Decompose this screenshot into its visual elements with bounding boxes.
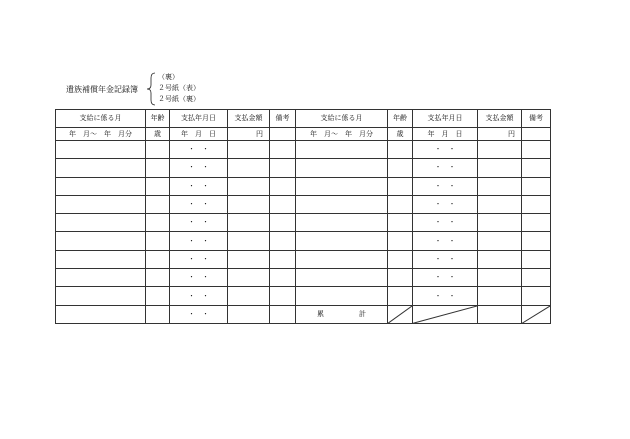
table-row <box>56 195 551 213</box>
amount-cell[interactable] <box>478 195 522 213</box>
amount-cell[interactable] <box>478 214 522 232</box>
table-row <box>56 128 551 141</box>
remarks-cell[interactable] <box>270 195 296 213</box>
age-cell[interactable] <box>388 214 413 232</box>
amount-cell[interactable] <box>228 287 270 305</box>
paydate-cell[interactable]: ・ ・ <box>170 214 228 232</box>
header-paydate-left: 支払年月日 <box>170 110 228 128</box>
age-cell[interactable] <box>146 250 170 268</box>
paydate-cell[interactable] <box>413 305 478 323</box>
header-remarks-left: 備考 <box>270 110 296 128</box>
period-cell[interactable] <box>56 214 146 232</box>
subtitle-list <box>158 72 200 105</box>
paydate-cell[interactable]: ・ ・ <box>170 232 228 250</box>
remarks-cell[interactable] <box>522 269 551 287</box>
header-paydate-right: 支払年月日 <box>413 110 478 128</box>
paydate-cell[interactable]: ・ ・ <box>413 159 478 177</box>
table-row <box>56 177 551 195</box>
amount-cell[interactable] <box>228 141 270 159</box>
period-cell[interactable] <box>296 287 388 305</box>
amount-cell[interactable]: 円 <box>478 128 522 141</box>
period-cell[interactable] <box>296 159 388 177</box>
age-cell[interactable] <box>146 195 170 213</box>
remarks-cell[interactable] <box>522 177 551 195</box>
period-cell[interactable] <box>296 195 388 213</box>
remarks-cell[interactable] <box>270 232 296 250</box>
age-cell[interactable] <box>388 177 413 195</box>
remarks-cell[interactable] <box>270 269 296 287</box>
table-row <box>56 232 551 250</box>
amount-cell[interactable] <box>478 250 522 268</box>
paydate-cell[interactable]: 年 月 日 <box>170 128 228 141</box>
header-amount-right: 支払金額 <box>478 110 522 128</box>
period-cell[interactable] <box>56 287 146 305</box>
paydate-cell[interactable]: ・ ・ <box>413 195 478 213</box>
table-row <box>56 305 551 323</box>
age-cell[interactable]: 歳 <box>388 128 413 141</box>
age-cell[interactable] <box>388 141 413 159</box>
paydate-cell[interactable]: ・ ・ <box>413 287 478 305</box>
amount-cell[interactable] <box>478 287 522 305</box>
paydate-cell[interactable]: ・ ・ <box>170 177 228 195</box>
diagonal-strike <box>413 306 477 323</box>
remarks-cell[interactable] <box>522 159 551 177</box>
table-row <box>56 141 551 159</box>
table-row <box>56 269 551 287</box>
remarks-cell[interactable] <box>270 177 296 195</box>
subtitle-sheet2-back: ２号紙（裏） <box>158 95 200 103</box>
age-cell[interactable] <box>388 250 413 268</box>
paydate-cell[interactable]: ・ ・ <box>170 287 228 305</box>
age-cell[interactable] <box>146 177 170 195</box>
period-cell[interactable] <box>56 177 146 195</box>
header-age-right: 年齢 <box>388 110 413 128</box>
subtitle-sheet2-front: ２号紙（表） <box>158 84 200 92</box>
remarks-cell[interactable] <box>522 232 551 250</box>
diagonal-strike <box>388 306 412 323</box>
age-cell[interactable] <box>146 269 170 287</box>
amount-cell[interactable] <box>478 269 522 287</box>
paydate-cell[interactable]: ・ ・ <box>413 269 478 287</box>
paydate-cell[interactable]: ・ ・ <box>413 177 478 195</box>
amount-cell[interactable] <box>478 159 522 177</box>
remarks-cell[interactable] <box>270 214 296 232</box>
table-row <box>56 159 551 177</box>
period-cell[interactable] <box>56 195 146 213</box>
age-cell[interactable] <box>388 287 413 305</box>
amount-cell[interactable] <box>228 232 270 250</box>
period-cell[interactable] <box>296 232 388 250</box>
age-cell[interactable] <box>146 214 170 232</box>
paydate-cell[interactable]: 年 月 日 <box>413 128 478 141</box>
header-amount-left: 支払金額 <box>228 110 270 128</box>
remarks-cell[interactable] <box>522 141 551 159</box>
period-cell[interactable] <box>56 305 146 323</box>
remarks-cell[interactable] <box>270 305 296 323</box>
remarks-cell[interactable] <box>522 250 551 268</box>
remarks-cell[interactable] <box>522 195 551 213</box>
remarks-cell[interactable] <box>522 214 551 232</box>
age-cell[interactable] <box>146 287 170 305</box>
age-cell[interactable] <box>146 141 170 159</box>
header-age-left: 年齢 <box>146 110 170 128</box>
amount-cell[interactable] <box>478 305 522 323</box>
amount-cell[interactable]: 円 <box>228 128 270 141</box>
document-title: 遺族補償年金記録簿 <box>66 85 138 94</box>
header-remarks-right: 備考 <box>522 110 551 128</box>
amount-cell[interactable] <box>228 195 270 213</box>
header-period-left: 支給に係る月 <box>56 110 146 128</box>
header-row <box>56 110 551 128</box>
table-row <box>56 287 551 305</box>
remarks-cell[interactable] <box>270 287 296 305</box>
period-cell[interactable] <box>296 250 388 268</box>
amount-cell[interactable] <box>478 232 522 250</box>
subtitle-back: （裏） <box>158 73 179 81</box>
amount-cell[interactable] <box>228 269 270 287</box>
remarks-cell[interactable] <box>270 159 296 177</box>
remarks-cell[interactable] <box>522 305 551 323</box>
period-cell[interactable] <box>296 269 388 287</box>
period-cell[interactable]: 年 月～ 年 月分 <box>296 128 388 141</box>
period-cell[interactable] <box>56 232 146 250</box>
paydate-cell[interactable]: ・ ・ <box>170 269 228 287</box>
paydate-cell[interactable]: ・ ・ <box>413 232 478 250</box>
total-label-cell[interactable]: 累 計 <box>296 305 388 323</box>
diagonal-strike <box>522 306 550 323</box>
period-cell[interactable] <box>56 269 146 287</box>
table-row <box>56 214 551 232</box>
paydate-cell[interactable]: ・ ・ <box>413 141 478 159</box>
period-cell[interactable]: 年 月～ 年 月分 <box>56 128 146 141</box>
age-cell[interactable] <box>388 232 413 250</box>
remarks-cell[interactable] <box>522 287 551 305</box>
age-cell[interactable] <box>388 159 413 177</box>
age-cell[interactable] <box>146 305 170 323</box>
amount-cell[interactable] <box>228 305 270 323</box>
paydate-cell[interactable]: ・ ・ <box>170 195 228 213</box>
age-cell[interactable] <box>388 269 413 287</box>
age-cell[interactable] <box>388 195 413 213</box>
remarks-cell[interactable] <box>270 141 296 159</box>
amount-cell[interactable] <box>228 214 270 232</box>
period-cell[interactable] <box>56 159 146 177</box>
amount-cell[interactable] <box>228 177 270 195</box>
remarks-cell[interactable] <box>270 128 296 141</box>
remarks-cell[interactable] <box>522 128 551 141</box>
period-cell[interactable] <box>56 141 146 159</box>
period-cell[interactable] <box>296 177 388 195</box>
amount-cell[interactable] <box>478 177 522 195</box>
amount-cell[interactable] <box>228 159 270 177</box>
paydate-cell[interactable]: ・ ・ <box>170 159 228 177</box>
paydate-cell[interactable]: ・ ・ <box>170 141 228 159</box>
period-cell[interactable] <box>56 250 146 268</box>
paydate-cell[interactable]: ・ ・ <box>413 214 478 232</box>
paydate-cell[interactable]: ・ ・ <box>170 305 228 323</box>
remarks-cell[interactable] <box>270 250 296 268</box>
age-cell[interactable]: 歳 <box>146 128 170 141</box>
period-cell[interactable] <box>296 141 388 159</box>
amount-cell[interactable] <box>228 250 270 268</box>
age-cell[interactable] <box>146 232 170 250</box>
period-cell[interactable] <box>296 214 388 232</box>
brace-icon <box>146 72 156 106</box>
header-period-right: 支給に係る月 <box>296 110 388 128</box>
ledger-table <box>55 109 550 324</box>
age-cell[interactable] <box>146 159 170 177</box>
paydate-cell[interactable]: ・ ・ <box>170 250 228 268</box>
paydate-cell[interactable]: ・ ・ <box>413 250 478 268</box>
amount-cell[interactable] <box>478 141 522 159</box>
table-row <box>56 250 551 268</box>
age-cell[interactable] <box>388 305 413 323</box>
